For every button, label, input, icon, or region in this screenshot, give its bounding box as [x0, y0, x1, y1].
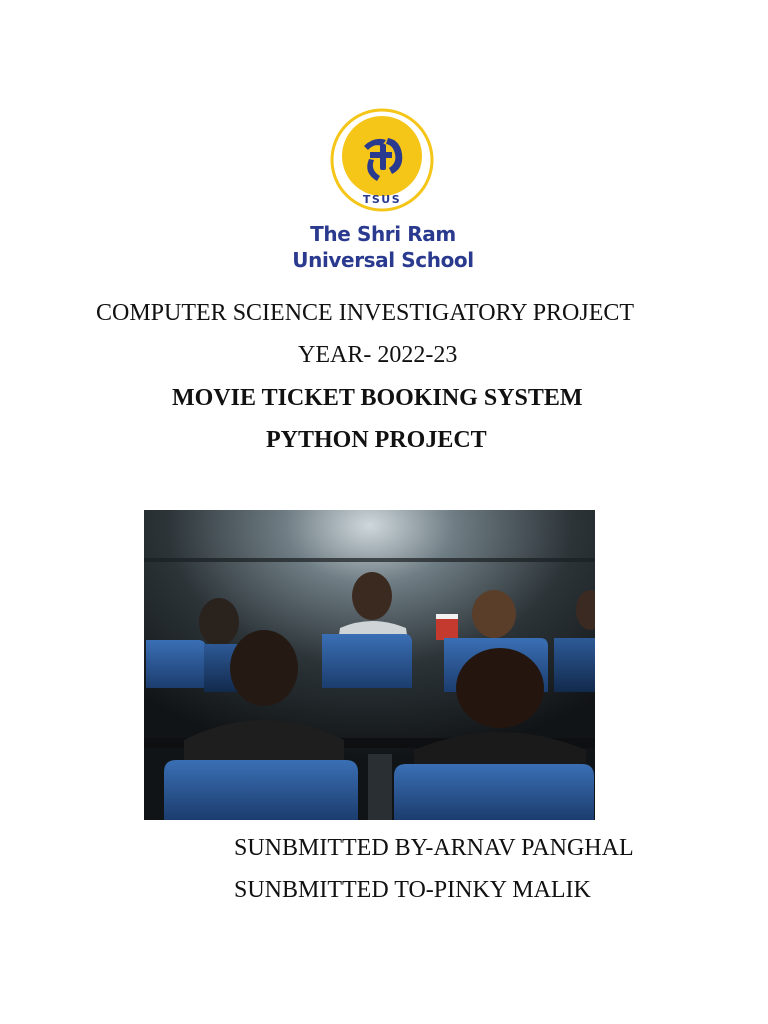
school-name-line2: Universal School	[292, 248, 474, 272]
school-name-line1: The Shri Ram	[310, 222, 456, 246]
audience-in-movie-theater-image	[144, 510, 595, 820]
document-title: COMPUTER SCIENCE INVESTIGATORY PROJECT	[96, 300, 635, 326]
school-logo	[288, 100, 478, 280]
project-language: PYTHON PROJECT	[266, 427, 487, 453]
submitted-by: SUNBMITTED BY-ARNAV PANGHAL	[234, 835, 634, 861]
submitted-to: SUNBMITTED TO-PINKY MALIK	[234, 877, 591, 903]
project-name: MOVIE TICKET BOOKING SYSTEM	[172, 385, 583, 411]
school-seal-icon	[330, 108, 434, 212]
academic-year: YEAR- 2022-23	[298, 342, 458, 368]
seal-text: TSUS	[362, 193, 402, 206]
